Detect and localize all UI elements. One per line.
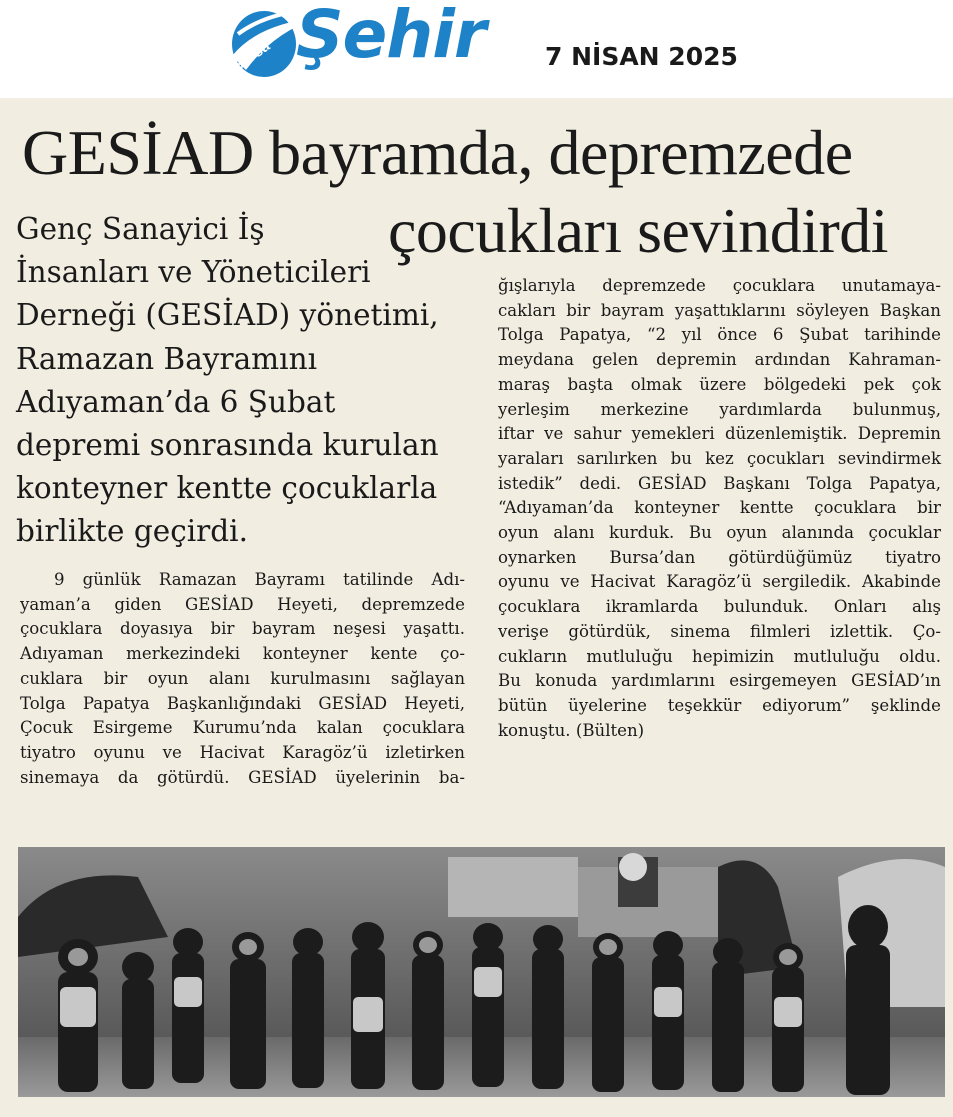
headline-line-1: GESİAD bayramda, depremzede — [22, 117, 853, 188]
body-line: iftar ve sahur yemekleri düzenlemiştik. Depremin — [498, 424, 941, 444]
lead-paragraph — [16, 208, 476, 554]
body-line: “Adıyaman’da konteyner kentte çocuklara bir — [498, 498, 941, 518]
lead-line: Ramazan Bayramını — [16, 341, 318, 376]
lead-line: İnsanları ve Yöneticileri — [16, 255, 371, 290]
group-photo — [18, 847, 945, 1097]
body-column-left — [20, 568, 465, 790]
body-line: maraş başta olmak üzere bölgedeki pek çok — [498, 374, 941, 394]
body-line: cukların mutluluğu hepimizin mutluluğu oldu. — [498, 646, 941, 666]
logo-title: Şehir — [296, 0, 486, 73]
body-line: çocuklara ikramlarda bulunduk. Onları alış — [498, 597, 941, 617]
logo-city-text: Bursa — [228, 37, 274, 76]
body-line: yerleşim merkezine yardımlarda bulunmuş, — [498, 399, 941, 419]
headline-line-2: çocukları sevindirdi — [388, 195, 889, 266]
body-line: tiyatro oyunu ve Hacivat Karagöz’ü izletirken — [20, 742, 465, 762]
body-line: Çocuk Esirgeme Kurumu’nda kalan çocuklara — [20, 718, 465, 738]
lead-line: konteyner kentte çocuklarla — [16, 471, 438, 506]
body-line: istedik” dedi. GESİAD Başkanı Tolga Papatya, — [498, 473, 941, 493]
lead-line: birlikte geçirdi. — [16, 514, 248, 549]
body-line: verişe götürdük, sinema filmleri izlettik. Ço- — [498, 621, 941, 641]
body-line: cuklara bir oyun alanı kurulmasını sağlayan — [20, 668, 465, 688]
lead-line: depremi sonrasında kurulan — [16, 428, 439, 463]
body-line: 9 günlük Ramazan Bayramı tatilinde Adı- — [54, 570, 465, 589]
body-line: ğışlarıyla depremzede çocuklara unutamaya- — [498, 276, 941, 295]
group-photo-image — [18, 847, 945, 1097]
body-line: konuştu. (Bülten) — [498, 720, 645, 740]
body-line: oynarken Bursa’dan götürdüğümüz tiyatro — [498, 547, 941, 567]
body-line: oyunu ve Hacivat Karagöz’ü sergiledik. Akabinde — [498, 572, 941, 592]
lead-line: Derneği (GESİAD) yönetimi, — [16, 298, 439, 333]
newspaper-logo — [228, 0, 528, 84]
lead-line: Adıyaman’da 6 Şubat — [16, 384, 336, 419]
masthead — [0, 0, 953, 98]
body-line: cakları bir bayram yaşattıklarını söyleyen Başkan — [498, 300, 941, 320]
body-line: bütün üyelerine teşekkür ediyorum” şeklinde — [498, 695, 941, 715]
body-line: yaraları sarılırken bu kez çocukları sevindirmek — [498, 448, 941, 468]
body-line: Tolga Papatya Başkanlığındaki GESİAD Heyeti, — [20, 693, 465, 713]
body-line: oyun alanı kurduk. Bu oyun alanında çocuklar — [498, 523, 941, 543]
body-line: çocuklara doyasıya bir bayram neşesi yaşattı. — [20, 619, 465, 639]
newspaper-clipping — [0, 98, 953, 1117]
lead-line: Genç Sanayici İş — [16, 212, 265, 246]
body-line: yaman’a giden GESİAD Heyeti, depremzede — [20, 594, 465, 614]
body-line: Tolga Papatya, “2 yıl önce 6 Şubat tarihinde — [498, 325, 941, 345]
body-column-right — [498, 274, 941, 743]
body-line: sinemaya da götürdü. GESİAD üyelerinin ba- — [20, 767, 465, 787]
issue-date: 7 NİSAN 2025 — [545, 42, 738, 71]
body-line: Adıyaman merkezindeki konteyner kente ço- — [20, 644, 465, 664]
body-line: Bu konuda yardımlarını esirgemeyen GESİAD’ın — [498, 671, 941, 691]
body-line: meydana gelen depremin ardından Kahraman- — [498, 350, 941, 370]
